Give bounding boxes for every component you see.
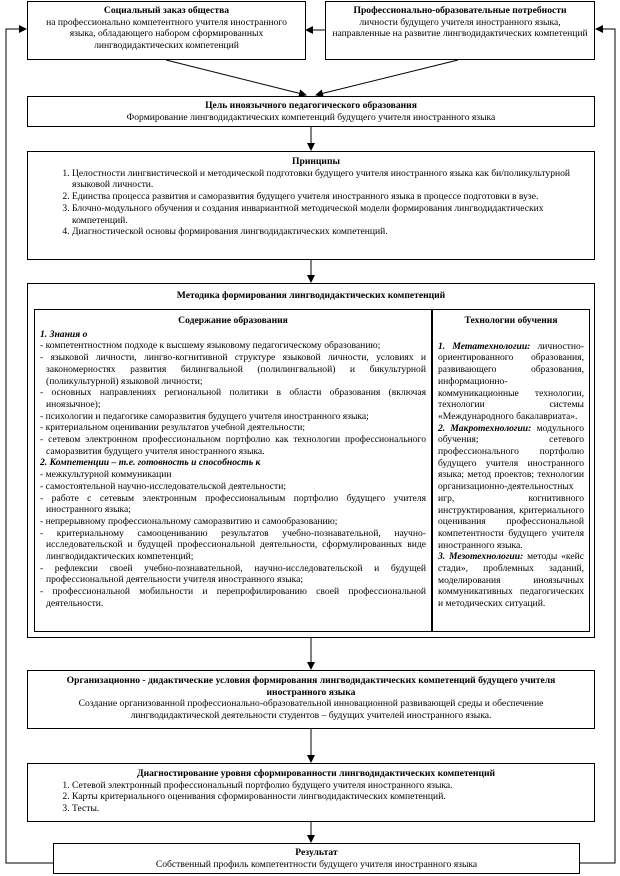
meta-label: 1. Метатехнологии: [438, 340, 531, 352]
macro-text: модульного обучения; сетевого профессионального портфолио будущего учителя иностранного языка; метод проектов; технологии организационно-деятельностных игр, когнитивного инструктирования, критериального оценивания профессиональной компетентности будущего учителя иностранного языка. [438, 422, 584, 551]
diagnostics-item: 2. Карты критериального оценивания сформированности лингводидактических компетенций. [72, 791, 584, 803]
knowledge-item: - критериальном оценивании результатов учебной деятельности; [40, 422, 426, 434]
meta-technologies [438, 341, 584, 423]
principles-box [27, 151, 595, 260]
competence-heading: 2. Компетенции – т.е. готовность и способность к [40, 457, 261, 469]
conditions-title: Организационно - дидактические условия формирования лингводидактических компетенций будущего учителя иностранного языка [66, 675, 556, 698]
principle-item: 4. Диагностической основы формирования лингводидактических компетенций. [72, 226, 584, 238]
competence-item: - критериальному самооцениванию результатов учебно-познавательной, научно-исследовательской и будущей профессиональной деятельности, сформулированных виде лингводидактических компетенций; [40, 528, 426, 563]
diagnostics-item: 3. Тесты. [72, 803, 584, 815]
educational-needs-title: Профессионально-образовательные потребности [353, 5, 567, 16]
competence-item: - межкультурной коммуникации [40, 469, 426, 481]
principles-title: Принципы [292, 156, 340, 167]
diagnostics-item: 1. Сетевой электронный профессиональный портфолио будущего учителя иностранного языка. [72, 780, 584, 792]
conditions-box [27, 670, 595, 729]
competence-item: - непрерывному профессиональному саморазвитию и самообразованию; [40, 516, 426, 528]
method-box [27, 283, 595, 638]
diagnostics-box [27, 763, 595, 822]
competence-list [40, 469, 426, 609]
arrow-social-to-goal [166, 60, 306, 95]
educational-needs-box [325, 1, 595, 60]
knowledge-heading: 1. Знания о [40, 328, 88, 340]
social-order-text: на профессионально компетентного учителя иностранного языка, обладающего набором сформированных лингводидактических компетенций [46, 16, 287, 52]
result-title: Результат [295, 847, 338, 858]
educational-needs-text: личности будущего учителя иностранного языка, направленные на развитие лингводидактических компетенций [332, 16, 588, 40]
knowledge-item: - основных направлениях региональной политики в области образования (включая иноязычное); [40, 387, 426, 410]
principle-item: 1. Целостности лингвистической и методической подготовки будущего учителя иностранного языка как би/поликультурной языковой личности. [72, 168, 584, 191]
competence-item: - работе с сетевым электронным профессиональным портфолио будущего учителя иностранного языка; [40, 493, 426, 516]
meso-text: методы «кейс стади», проблемных заданий, моделирования иноязычных коммуникативных педагогических и методических ситуаций. [438, 551, 584, 610]
knowledge-list [40, 340, 426, 457]
meso-technologies [438, 551, 584, 610]
principle-item: 2. Единства процесса развития и саморазвития будущего учителя иностранного языка в процессе подготовки в вузе. [72, 191, 584, 203]
meta-text: личностно-ориентированного образования, развивающего образования, информационно-коммуникационные технологии, технологии системы «Международного бакалавриата». [438, 340, 584, 422]
knowledge-item: - сетевом электронном профессиональном портфолио как технологии профессионального саморазвития будущего учителя иностранного языка. [40, 434, 426, 457]
diagnostics-title: Диагностирование уровня сформированности лингводидактических компетенций [136, 768, 496, 779]
competence-item: - рефлексии своей учебно-познавательной, научно-исследовательской и будущей профессиональной деятельности учителя иностранного языка; [40, 563, 426, 586]
goal-title: Цель иноязычного педагогического образования [205, 100, 417, 111]
goal-box [27, 96, 595, 127]
technologies-title: Технологии обучения [464, 315, 558, 326]
meso-label: 3. Мезотехнологии: [438, 551, 524, 563]
knowledge-item: - компетентностном подходе к высшему языковому педагогическому образованию; [40, 340, 426, 352]
macro-technologies [438, 423, 584, 552]
technologies-column [432, 309, 590, 632]
diagnostics-list [48, 780, 584, 815]
principle-item: 3. Блочно-модульного обучения и создания инвариантной методической модели формирования лингводидактических компетенций. [72, 203, 584, 226]
conditions-text: Создание организованной профессионально-образовательной инновационной развивающей среды и обеспечение лингводидактической деятельности студентов – будущих учителей иностранного языка. [78, 698, 544, 722]
macro-label: 2. Макротехнологии: [438, 422, 532, 434]
competence-item: - самостоятельной научно-исследовательской деятельности; [40, 481, 426, 493]
goal-text: Формирование лингводидактических компетенций будущего учителя иностранного языка [126, 111, 496, 123]
social-order-title: Социальный заказ общества [103, 5, 230, 16]
competence-item: - профессиональной мобильности и перепрофилированию своей профессиональной деятельности. [40, 586, 426, 609]
content-title: Содержание образования [178, 315, 288, 326]
arrow-needs-to-goal [316, 60, 458, 95]
principles-list [48, 168, 584, 238]
result-box [53, 843, 580, 874]
social-order-box [27, 1, 306, 60]
knowledge-item: - психологии и педагогике саморазвития будущего учителя иностранного языка; [40, 411, 426, 423]
knowledge-item: - языковой личности, лингво-когнитивной структуре языковой личности, условиях и закономерностях развития билингвальной (полилингвальной) и бикультурной (поликультурной) языковой личности; [40, 352, 426, 387]
content-column [34, 309, 432, 632]
result-text: Собственный профиль компетентности будущего учителя иностранного языка [155, 858, 478, 870]
method-title: Методика формирования лингводидактических компетенций [176, 290, 446, 301]
